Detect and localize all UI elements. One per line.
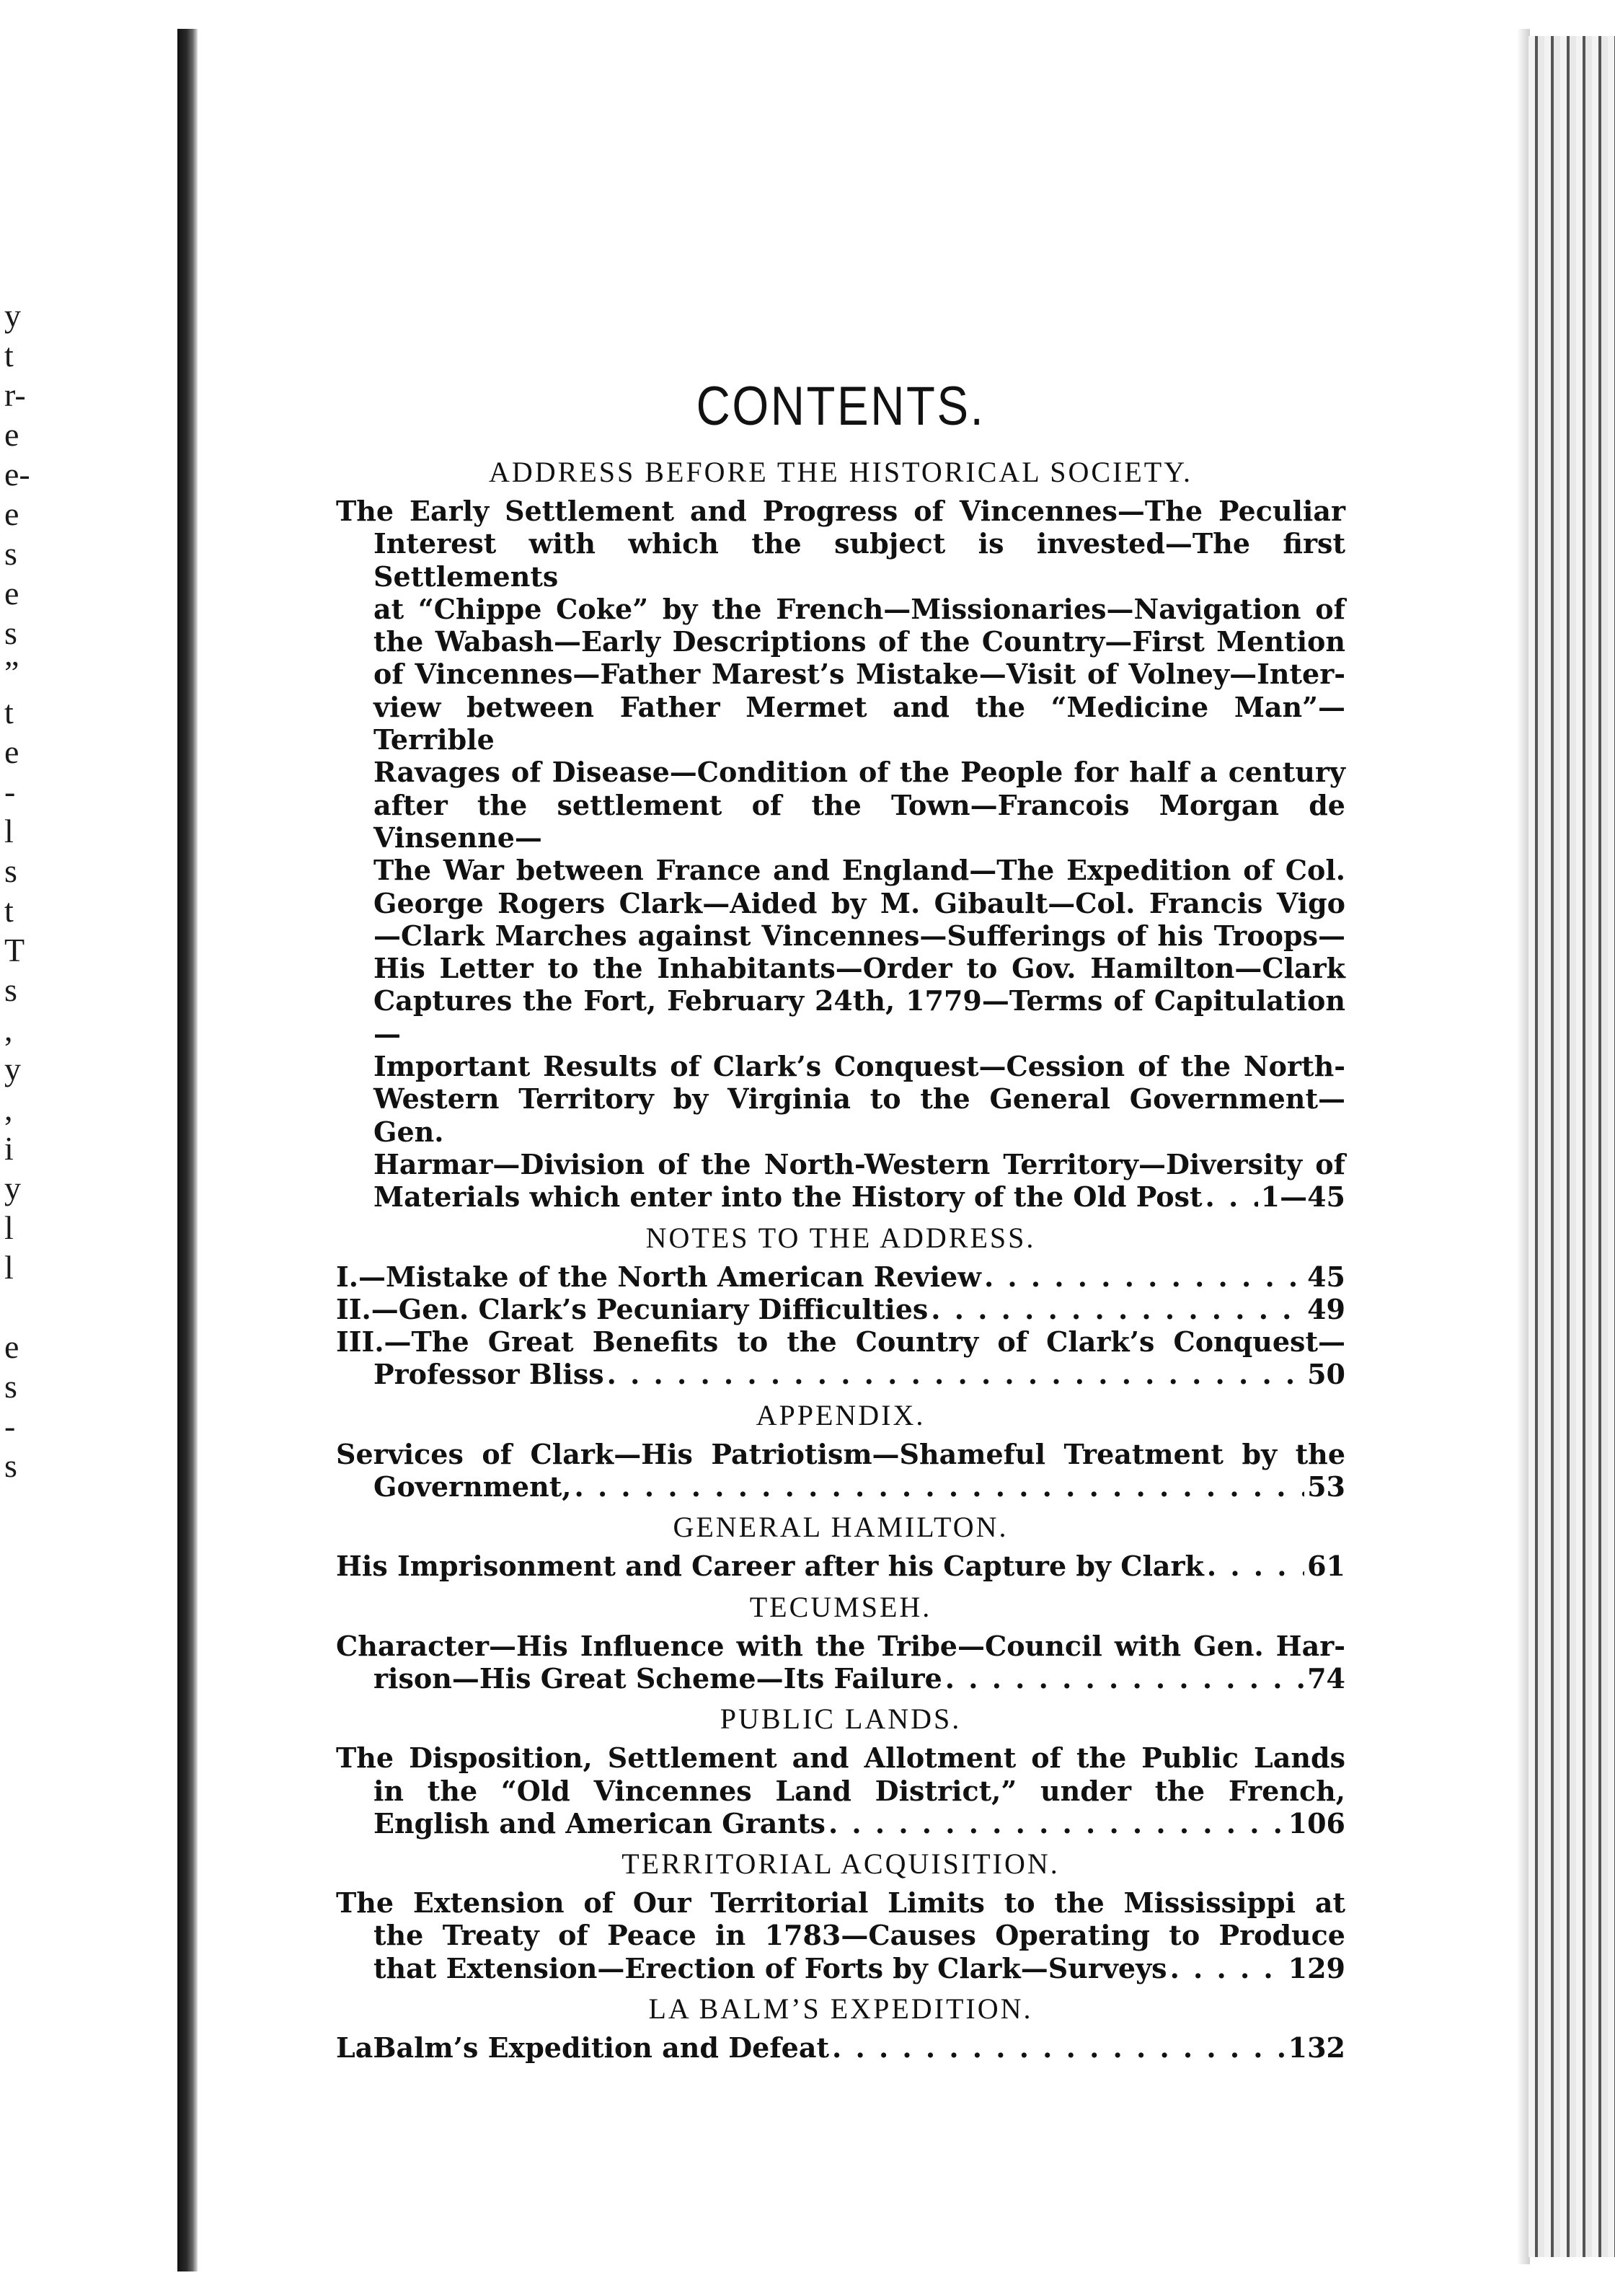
entry-text-line: the Treaty of Peace in 1783—Causes Operating to Produce xyxy=(373,1919,1345,1952)
toc-entry xyxy=(336,1293,1345,1325)
page-number: 74 xyxy=(1307,1661,1345,1695)
section-title: PUBLIC LANDS. xyxy=(720,1703,962,1736)
entry-text-line: Harmar—Division of the North-Western Territory—Diversity of xyxy=(373,1147,1345,1180)
left-page-fragment: y xyxy=(4,1170,21,1206)
entry-text-line: of Vincennes—Father Marest’s Mistake—Visit of Volney—Inter- xyxy=(373,658,1345,691)
book-fore-edge xyxy=(1528,36,1615,2257)
dot-leader xyxy=(1207,1550,1304,1582)
left-page-edge xyxy=(0,0,182,2296)
page-number: 61 xyxy=(1307,1550,1345,1583)
section-title: GENERAL HAMILTON. xyxy=(673,1511,1009,1544)
entry-text-line: the Wabash—Early Descriptions of the Country—First Mention xyxy=(373,625,1345,658)
section-title: NOTES TO THE ADDRESS. xyxy=(645,1221,1036,1254)
left-page-fragment: - xyxy=(4,1408,16,1444)
entry-text-line: I.—Mistake of the North American Review xyxy=(336,1260,981,1293)
entry-text-line: The Extension of Our Territorial Limits to the Mississippi at xyxy=(336,1886,1345,1920)
left-page-fragment: e xyxy=(4,575,19,611)
dot-leader xyxy=(1170,1952,1286,1984)
left-page-fragment: e xyxy=(4,416,19,453)
entry-text-line: His Imprisonment and Career after his Capture by Clark xyxy=(336,1550,1204,1583)
toc-section xyxy=(336,1510,1345,1582)
dot-leader xyxy=(984,1260,1304,1293)
toc-section xyxy=(336,1590,1345,1695)
entry-text-line: —Clark Marches against Vincennes—Sufferings of his Troops— xyxy=(373,919,1345,952)
entry-text-line: Materials which enter into the History of the Old Post xyxy=(373,1180,1203,1214)
left-page-fragment: s xyxy=(4,971,17,1008)
left-page-fragment: T xyxy=(4,932,25,968)
entry-text-line: Important Results of Clark’s Conquest—Cession of the North- xyxy=(373,1050,1345,1083)
dot-leader xyxy=(945,1662,1304,1695)
left-page-fragment: e xyxy=(4,733,19,770)
left-page-fragment: - xyxy=(4,773,16,810)
left-page-fragment: s xyxy=(4,1447,17,1484)
left-page-fragment: s xyxy=(4,535,17,572)
left-page-fragment: y xyxy=(4,1051,21,1087)
left-page-fragment: e xyxy=(4,495,19,532)
entry-text-line: George Rogers Clark—Aided by M. Gibault—Col. Francis Vigo xyxy=(373,886,1345,919)
toc-section xyxy=(336,455,1345,1214)
left-page-text-fragments xyxy=(4,296,33,1485)
entry-text-line: His Letter to the Inhabitants—Order to Gov. Hamilton—Clark xyxy=(373,952,1345,985)
dot-leader xyxy=(1205,1180,1258,1213)
toc-entry xyxy=(336,1741,1345,1840)
entry-text-line: The Early Settlement and Progress of Vincennes—The Peculiar xyxy=(336,495,1345,527)
dot-leader xyxy=(931,1293,1304,1325)
left-page-fragment: s xyxy=(4,1368,17,1405)
dot-leader xyxy=(828,1807,1286,1840)
left-page-fragment: s xyxy=(4,852,17,889)
left-page-fragment: t xyxy=(4,337,14,374)
left-page-fragment: l xyxy=(4,1209,14,1246)
toc-section xyxy=(336,1992,1345,2064)
entry-text-line: LaBalm’s Expedition and Defeat xyxy=(336,2031,830,2064)
entry-text-line: English and American Grants xyxy=(373,1806,826,1840)
left-page-fragment: i xyxy=(4,1130,14,1167)
toc-entry xyxy=(336,495,1345,1214)
dot-leader xyxy=(607,1358,1304,1390)
entry-text-line: Interest with which the subject is invested—The first Settlements xyxy=(373,527,1345,593)
section-title: TECUMSEH. xyxy=(749,1590,932,1623)
entry-text-line: II.—Gen. Clark’s Pecuniary Difficulties xyxy=(336,1292,929,1325)
left-page-fragment: s xyxy=(4,614,17,651)
left-page-fragment: t xyxy=(4,694,14,730)
left-page-fragment: r- xyxy=(4,376,26,413)
section-title: ADDRESS BEFORE THE HISTORICAL SOCIETY. xyxy=(489,456,1193,488)
left-page-fragment: l xyxy=(4,813,14,849)
left-page-fragment: e xyxy=(4,1328,19,1365)
entry-text-line: Western Territory by Virginia to the General Government—Gen. xyxy=(373,1082,1345,1148)
entry-text-line: rison—His Great Scheme—Its Failure xyxy=(373,1661,942,1695)
page-number: 106 xyxy=(1288,1806,1345,1840)
toc-entry xyxy=(336,1886,1345,1984)
entry-text-line: Professor Bliss xyxy=(373,1358,604,1391)
table-of-contents xyxy=(336,455,1345,2064)
left-page-fragment: , xyxy=(4,1090,13,1127)
toc-entry xyxy=(336,2031,1345,2064)
section-title: TERRITORIAL ACQUISITION. xyxy=(621,1847,1060,1881)
left-page-fragment: l xyxy=(4,1249,14,1286)
toc-section xyxy=(336,1702,1345,1840)
left-page-fragment xyxy=(4,1287,33,1327)
entry-text-line: in the “Old Vincennes Land District,” under the French, xyxy=(373,1774,1345,1807)
toc-entry xyxy=(336,1550,1345,1582)
entry-text-line: Services of Clark—His Patriotism—Shameful Treatment by the xyxy=(336,1437,1345,1470)
toc-entry xyxy=(336,1630,1345,1695)
entry-text-line: that Extension—Erection of Forts by Clark—Surveys xyxy=(373,1951,1167,1984)
entry-text-line: Government, xyxy=(373,1470,572,1504)
left-page-fragment: y xyxy=(4,297,21,334)
left-page-fragment: , xyxy=(4,1011,13,1048)
entry-text-line: The War between France and England—The Expedition of Col. xyxy=(373,854,1345,887)
page-number: 1—45 xyxy=(1260,1180,1345,1214)
left-page-fragment: t xyxy=(4,892,14,929)
entry-text-line: after the settlement of the Town—Francois Morgan de Vinsenne— xyxy=(373,788,1345,854)
entry-text-line: at “Chippe Coke” by the French—Missionaries—Navigation of xyxy=(373,592,1345,625)
toc-entry xyxy=(336,1260,1345,1293)
entry-text-line: Character—His Influence with the Tribe—Council with Gen. Har- xyxy=(336,1629,1345,1662)
page-title: CONTENTS. xyxy=(696,376,986,437)
page-number: 45 xyxy=(1307,1260,1345,1293)
left-page-fragment: e- xyxy=(4,456,30,493)
dot-leader xyxy=(575,1470,1305,1503)
entry-text-line: view between Father Mermet and the “Medicine Man”—Terrible xyxy=(373,690,1345,756)
page-number: 50 xyxy=(1307,1358,1345,1391)
page-number: 53 xyxy=(1307,1470,1345,1504)
page-number: 132 xyxy=(1288,2031,1345,2064)
section-title: LA BALM’S EXPEDITION. xyxy=(648,1992,1033,2025)
toc-section xyxy=(336,1398,1345,1504)
section-title: APPENDIX. xyxy=(756,1398,926,1431)
page-number: 49 xyxy=(1307,1292,1345,1325)
toc-entry xyxy=(336,1438,1345,1504)
entry-text-line: Ravages of Disease—Condition of the People for half a century xyxy=(373,756,1345,789)
toc-entry xyxy=(336,1325,1345,1391)
page-number: 129 xyxy=(1288,1951,1345,1984)
entry-text-line: III.—The Great Benefits to the Country of Clark’s Conquest— xyxy=(336,1325,1345,1359)
entry-text-line: The Disposition, Settlement and Allotment of the Public Lands xyxy=(336,1741,1345,1775)
book-gutter xyxy=(177,29,198,2271)
toc-section xyxy=(336,1847,1345,1984)
contents-page xyxy=(336,375,1345,2064)
left-page-fragment: ” xyxy=(4,654,19,691)
entry-text-line: Captures the Fort, February 24th, 1779—Terms of Capitulation— xyxy=(373,984,1345,1050)
dot-leader xyxy=(832,2031,1286,2064)
toc-section xyxy=(336,1221,1345,1391)
